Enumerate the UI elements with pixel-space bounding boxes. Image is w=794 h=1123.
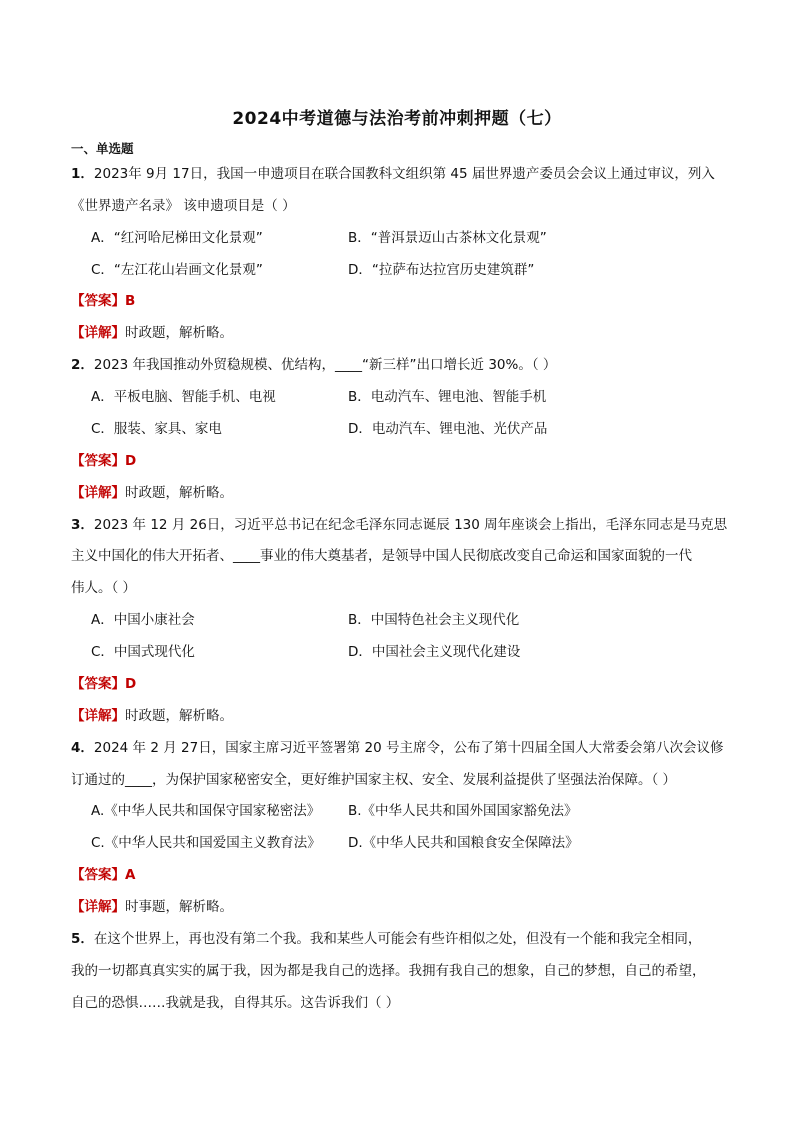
question-2-text-1: 2023 年我国推动外贸稳规模、优结构，____“新三样”出口增长近 30%。（ ） (93, 357, 557, 373)
question-4-option-c[interactable]: C.《中华人民共和国爱国主义教育法》 (91, 835, 321, 851)
question-1-line-2: 《世界遗产名录》 该申遗项目是（ ） (71, 198, 296, 214)
question-4-explanation (71, 898, 233, 916)
question-1-option-d[interactable]: D．“拉萨布达拉宫历史建筑群” (348, 262, 535, 278)
question-3-number: 3． (71, 517, 94, 533)
question-3-option-c[interactable]: C．中国式现代化 (91, 644, 195, 660)
question-1-option-a[interactable]: A．“红河哈尼梯田文化景观” (91, 230, 263, 246)
explain-text: 时政题，解析略。 (125, 325, 233, 341)
explain-text: 时事题，解析略。 (125, 899, 233, 915)
question-3-option-d[interactable]: D．中国社会主义现代化建设 (348, 644, 521, 660)
question-3-line-1 (71, 516, 727, 534)
answer-label: 【答案】 (71, 867, 125, 883)
answer-value: D (125, 676, 137, 692)
explain-label: 【详解】 (71, 325, 125, 341)
question-2-line-1 (71, 356, 556, 374)
question-1-explanation (71, 324, 233, 342)
question-2-answer (71, 452, 136, 470)
explain-text: 时政题，解析略。 (125, 485, 233, 501)
question-3-line-2: 主义中国化的伟大开拓者、____事业的伟大奠基者，是领导中国人民彻底改变自己命运和国家面貌的一代 (71, 548, 692, 564)
question-2-number: 2． (71, 357, 94, 373)
answer-value: B (125, 293, 136, 309)
answer-label: 【答案】 (71, 293, 125, 309)
question-2-option-a[interactable]: A．平板电脑、智能手机、电视 (91, 389, 276, 405)
question-5-line-1 (71, 930, 701, 948)
section-heading: 一、单选题 (71, 141, 134, 156)
question-1-option-c[interactable]: C．“左江花山岩画文化景观” (91, 262, 263, 278)
question-5-line-3: 自己的恐惧……我就是我，自得其乐。这告诉我们（ ） (71, 995, 400, 1011)
question-1-answer (71, 292, 135, 310)
question-4-option-d[interactable]: D.《中华人民共和国粮食安全保障法》 (348, 835, 579, 851)
question-3-answer (71, 675, 136, 693)
question-3-line-3: 伟人。（ ） (71, 580, 137, 596)
question-2-option-c[interactable]: C．服装、家具、家电 (91, 421, 222, 437)
explain-label: 【详解】 (71, 708, 125, 724)
question-3-text-1: 2023 年 12 月 26日，习近平总书记在纪念毛泽东同志诞辰 130 周年座谈会上指出，毛泽东同志是马克思 (93, 517, 728, 533)
explain-label: 【详解】 (71, 485, 125, 501)
question-1-text-1: 2023年 9月 17日，我国一申遗项目在联合国教科文组织第 45 届世界遗产委员会会议上通过审议，列入 (93, 166, 715, 182)
question-5-text-1: 在这个世界上，再也没有第二个我。我和某些人可能会有些许相似之处，但没有一个能和我完全相同， (93, 931, 702, 947)
question-5-line-2: 我的一切都真真实实的属于我，因为都是我自己的选择。我拥有我自己的想象，自己的梦想，自己的希望， (71, 963, 706, 979)
question-1-option-b[interactable]: B．“普洱景迈山古茶林文化景观” (348, 230, 547, 246)
question-3-explanation (71, 707, 233, 725)
answer-value: D (125, 453, 137, 469)
question-1-line-1 (71, 165, 715, 183)
question-4-number: 4． (71, 740, 94, 756)
explain-text: 时政题，解析略。 (125, 708, 233, 724)
question-4-option-b[interactable]: B.《中华人民共和国外国国家豁免法》 (348, 803, 578, 819)
question-4-text-1: 2024 年 2 月 27日，国家主席习近平签署第 20 号主席令，公布了第十四届全国人大常委会第八次会议修 (93, 740, 724, 756)
question-2-explanation (71, 484, 233, 502)
explain-label: 【详解】 (71, 899, 125, 915)
answer-value: A (125, 867, 136, 883)
question-3-option-b[interactable]: B．中国特色社会主义现代化 (348, 612, 520, 628)
answer-label: 【答案】 (71, 676, 125, 692)
question-2-option-b[interactable]: B．电动汽车、锂电池、智能手机 (348, 389, 547, 405)
question-4-line-2: 订通过的____，为保护国家秘密安全，更好维护国家主权、安全、发展利益提供了坚强法治保障。（ ） (71, 772, 677, 788)
question-2-option-d[interactable]: D．电动汽车、锂电池、光伏产品 (348, 421, 548, 437)
question-4-option-a[interactable]: A.《中华人民共和国保守国家秘密法》 (91, 803, 321, 819)
question-4-answer (71, 866, 135, 884)
question-4-line-1 (71, 739, 723, 757)
question-1-number: 1． (71, 166, 94, 182)
page-title: 2024中考道德与法治考前冲刺押题（七） (232, 109, 562, 129)
question-3-option-a[interactable]: A．中国小康社会 (91, 612, 195, 628)
answer-label: 【答案】 (71, 453, 125, 469)
question-5-number: 5． (71, 931, 94, 947)
